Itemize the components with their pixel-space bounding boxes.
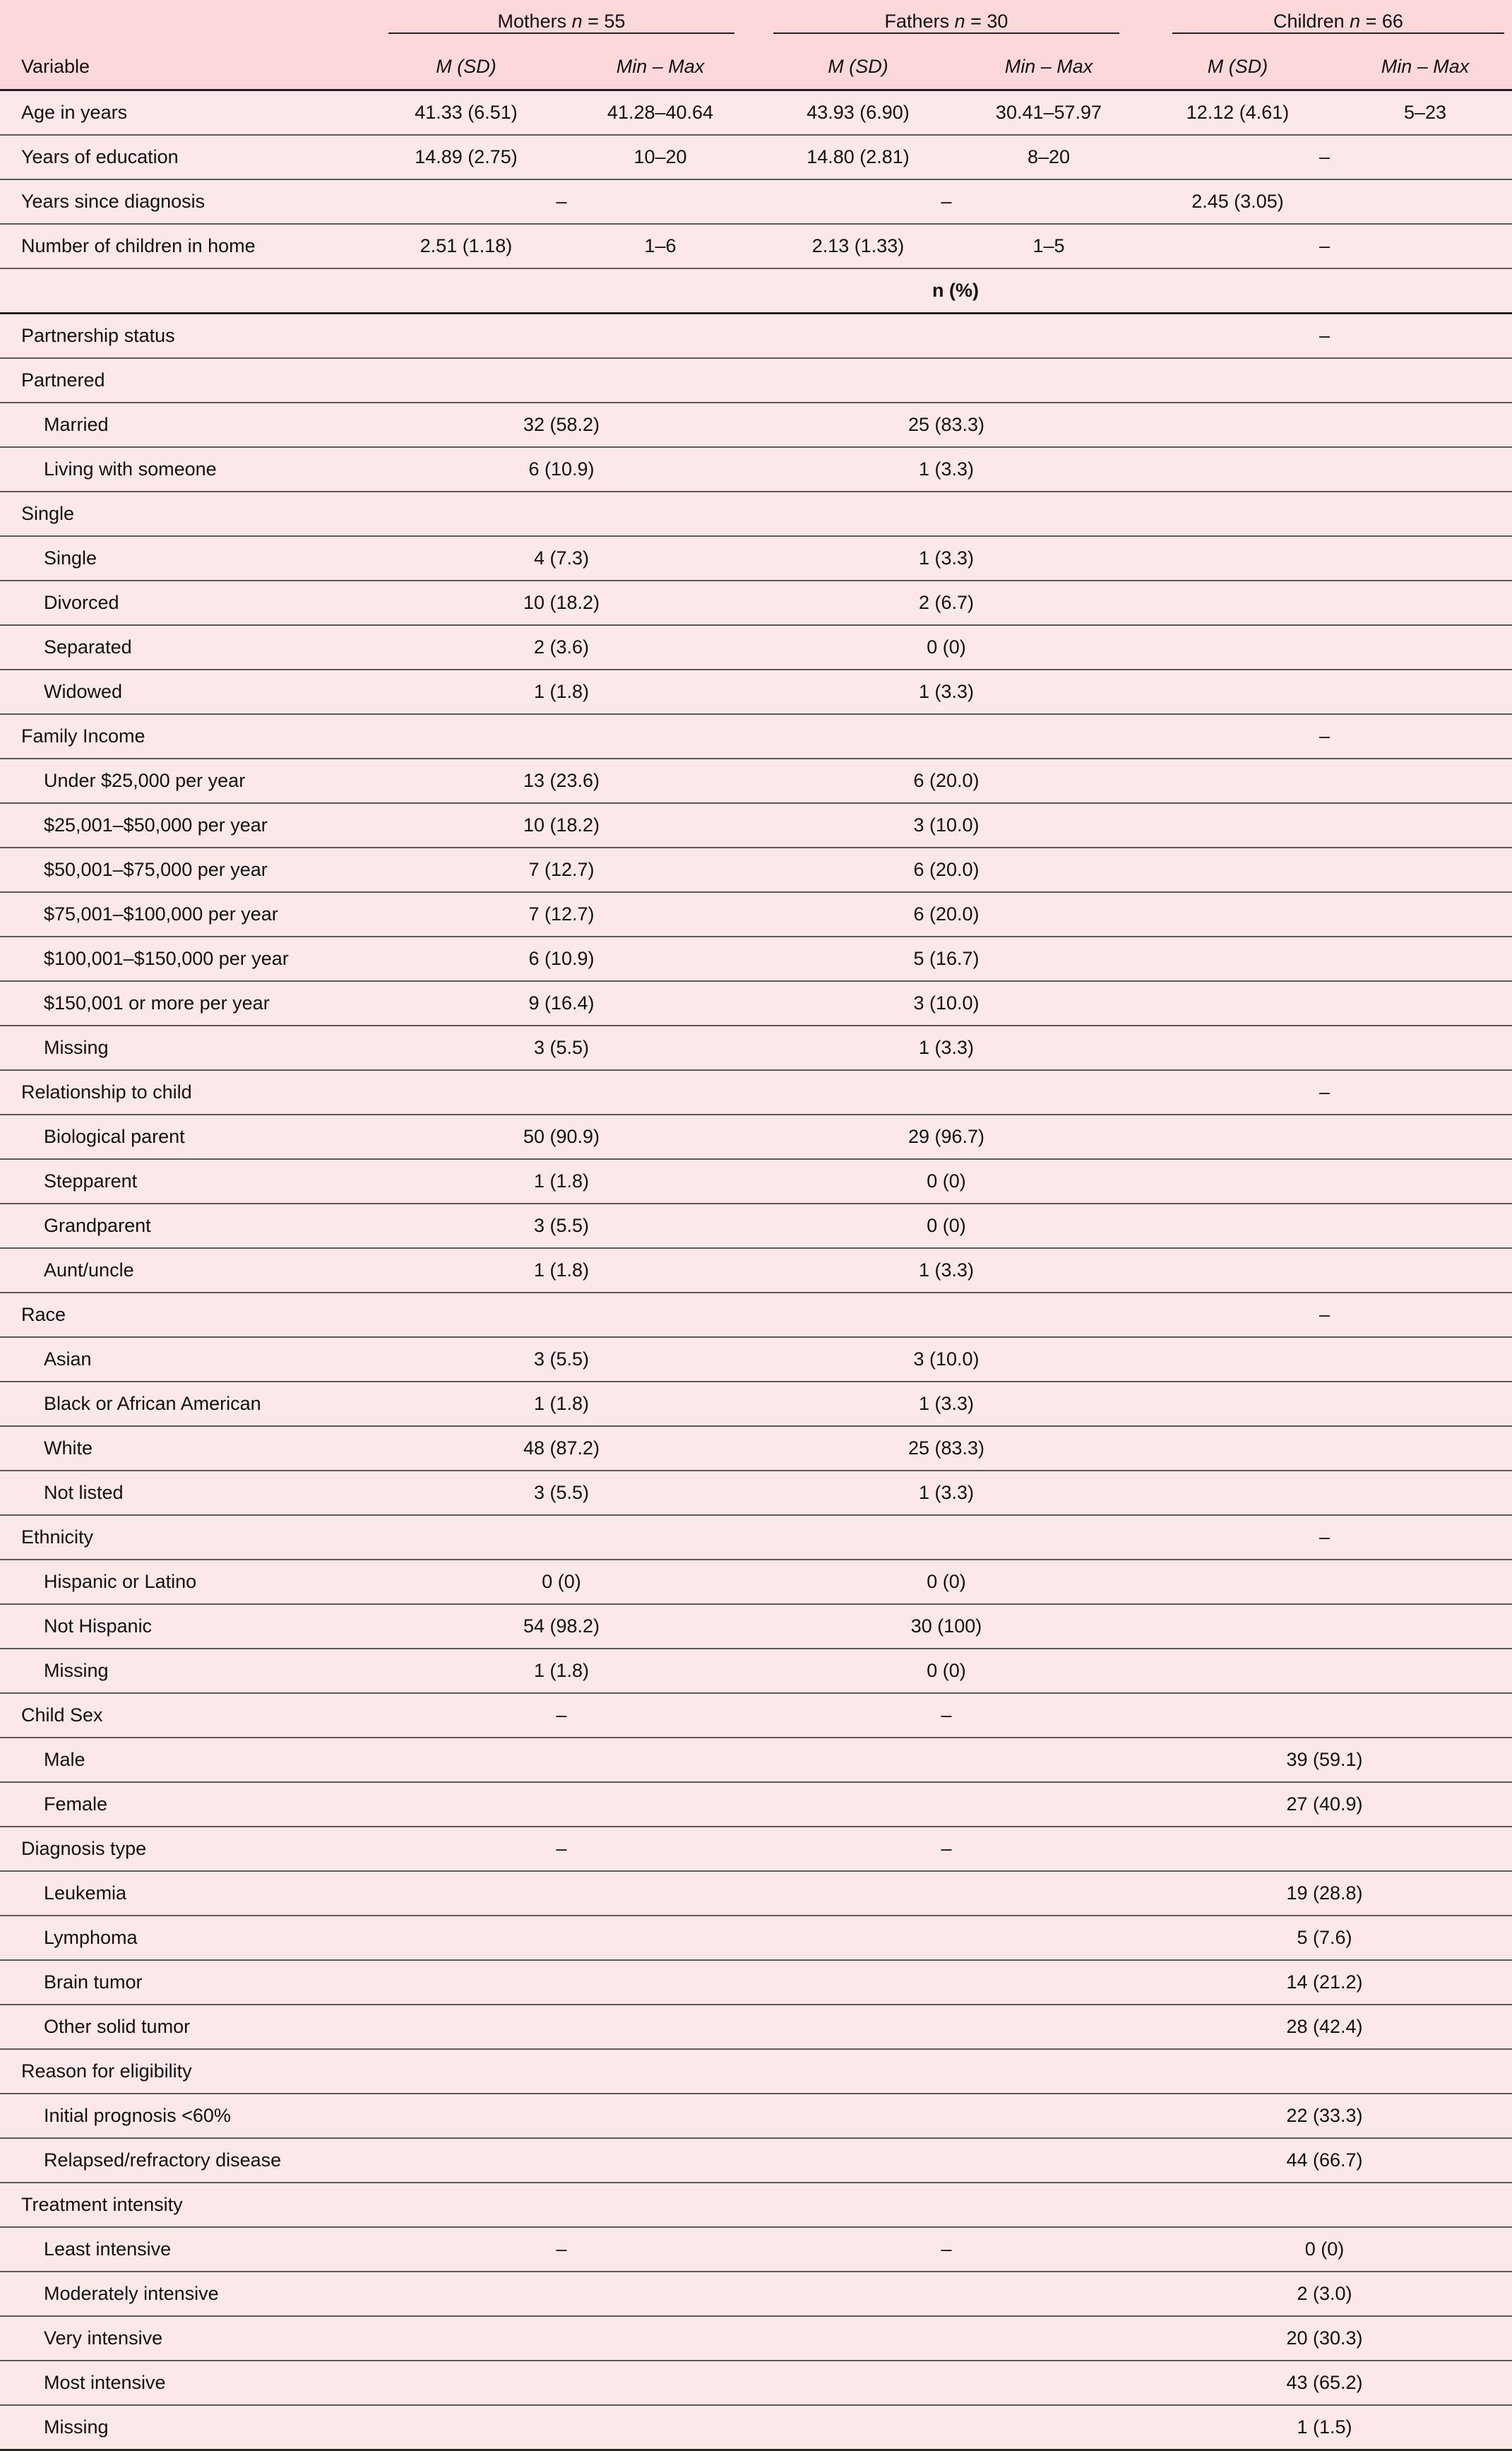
cell-mothers xyxy=(367,1916,756,1960)
cell-fathers xyxy=(756,2405,1137,2450)
cell-mothers xyxy=(367,1960,756,2005)
cell-children: 5 (7.6) xyxy=(1137,1916,1512,1960)
table-row xyxy=(0,2316,1512,2361)
row-sublabel: Leukemia xyxy=(0,1871,367,1916)
row-sublabel: Lymphoma xyxy=(0,1916,367,1960)
cell-children-dash: – xyxy=(1137,135,1512,179)
row-sublabel: Moderately intensive xyxy=(0,2272,367,2316)
row-sublabel: Female xyxy=(0,1782,367,1827)
cell-children xyxy=(1137,1382,1512,1426)
table-row xyxy=(0,1293,1512,1337)
cell-children: 22 (33.3) xyxy=(1137,2094,1512,2138)
cell-mothers: 6 (10.9) xyxy=(367,447,756,492)
categorical-rows xyxy=(0,314,1512,2450)
cell-fathers-minmax: 8–20 xyxy=(960,135,1137,179)
cell-children: 14 (21.2) xyxy=(1137,1960,1512,2005)
row-sublabel: Divorced xyxy=(0,581,367,625)
cell-children xyxy=(1137,803,1512,848)
cell-children xyxy=(1137,1115,1512,1159)
row-label: Years of education xyxy=(0,135,367,179)
cell-mothers xyxy=(367,1515,756,1560)
row-sublabel: Least intensive xyxy=(0,2227,367,2272)
table-row xyxy=(0,2094,1512,2138)
table-row xyxy=(0,2227,1512,2272)
table-row xyxy=(0,492,1512,536)
table-row xyxy=(0,1204,1512,1248)
table-row xyxy=(0,536,1512,581)
header-fathers: Fathers n = 30 xyxy=(756,0,1137,44)
row-label: Relationship to child xyxy=(0,1070,367,1115)
cell-mothers xyxy=(367,1738,756,1782)
cell-children xyxy=(1137,848,1512,892)
npct-header-row xyxy=(0,268,1512,314)
row-sublabel: Single xyxy=(0,536,367,581)
cell-children: 2 (3.0) xyxy=(1137,2272,1512,2316)
cell-mothers xyxy=(367,1070,756,1115)
table-row xyxy=(0,1871,1512,1916)
cell-fathers-minmax: 1–5 xyxy=(960,224,1137,268)
cell-children xyxy=(1137,1159,1512,1204)
cell-children xyxy=(1137,2183,1512,2227)
row-sublabel: Widowed xyxy=(0,670,367,714)
cell-children xyxy=(1137,1248,1512,1293)
row-sublabel: Initial prognosis <60% xyxy=(0,2094,367,2138)
table-row xyxy=(0,848,1512,892)
cell-children xyxy=(1137,358,1512,403)
cell-fathers-msd: 43.93 (6.90) xyxy=(756,90,960,136)
row-label: Single xyxy=(0,492,367,536)
cell-fathers: 25 (83.3) xyxy=(756,1426,1137,1471)
cell-fathers: 6 (20.0) xyxy=(756,848,1137,892)
cell-mothers: 9 (16.4) xyxy=(367,981,756,1026)
cell-children xyxy=(1137,492,1512,536)
cell-mothers xyxy=(367,2005,756,2049)
cell-mothers: 54 (98.2) xyxy=(367,1604,756,1649)
cell-children xyxy=(1137,1649,1512,1693)
cell-fathers xyxy=(756,492,1137,536)
header-variable: Variable xyxy=(0,44,367,90)
cell-mothers xyxy=(367,2138,756,2183)
cell-fathers-msd: 2.13 (1.33) xyxy=(756,224,960,268)
cell-fathers: 5 (16.7) xyxy=(756,937,1137,981)
cell-fathers-minmax: 30.41–57.97 xyxy=(960,90,1137,136)
row-sublabel: Aunt/uncle xyxy=(0,1248,367,1293)
cell-mothers: 2 (3.6) xyxy=(367,625,756,670)
table-row xyxy=(0,1693,1512,1738)
cell-mothers: 1 (1.8) xyxy=(367,1248,756,1293)
header-children-minmax: Min – Max xyxy=(1338,44,1512,90)
table-row xyxy=(0,1471,1512,1515)
header-mothers: Mothers n = 55 xyxy=(367,0,756,44)
cell-mothers xyxy=(367,1782,756,1827)
cell-children xyxy=(1137,447,1512,492)
cell-children xyxy=(1137,1604,1512,1649)
cell-children: 43 (65.2) xyxy=(1137,2361,1512,2405)
cell-fathers: 1 (3.3) xyxy=(756,1382,1137,1426)
cell-fathers: 29 (96.7) xyxy=(756,1115,1137,1159)
cell-fathers: 25 (83.3) xyxy=(756,403,1137,447)
cell-children xyxy=(1137,625,1512,670)
cell-mothers-msd: 2.51 (1.18) xyxy=(367,224,565,268)
cell-children xyxy=(1137,1471,1512,1515)
row-label: Family Income xyxy=(0,714,367,759)
cell-mothers: 3 (5.5) xyxy=(367,1471,756,1515)
cell-children: – xyxy=(1137,1515,1512,1560)
table-row xyxy=(0,2272,1512,2316)
cell-children xyxy=(1137,670,1512,714)
table-row xyxy=(0,1960,1512,2005)
cell-fathers xyxy=(756,2049,1137,2094)
cell-fathers: 0 (0) xyxy=(756,1204,1137,1248)
cell-fathers: – xyxy=(756,2227,1137,2272)
row-sublabel: Not listed xyxy=(0,1471,367,1515)
cell-mothers: 1 (1.8) xyxy=(367,1382,756,1426)
cell-mothers xyxy=(367,1871,756,1916)
table-row xyxy=(0,1649,1512,1693)
cell-children: – xyxy=(1137,1070,1512,1115)
header-children-msd: M (SD) xyxy=(1137,44,1338,90)
table-row xyxy=(0,2405,1512,2450)
header-row-groups xyxy=(0,0,1512,44)
cell-fathers: 0 (0) xyxy=(756,1649,1137,1693)
cell-mothers xyxy=(367,2183,756,2227)
table-row xyxy=(0,2138,1512,2183)
cell-fathers xyxy=(756,2183,1137,2227)
cell-mothers xyxy=(367,2272,756,2316)
cell-fathers: 1 (3.3) xyxy=(756,447,1137,492)
table-row xyxy=(0,179,1512,224)
cell-mothers-msd: 14.89 (2.75) xyxy=(367,135,565,179)
table-row xyxy=(0,1782,1512,1827)
cell-children xyxy=(1137,1204,1512,1248)
row-sublabel: Grandparent xyxy=(0,1204,367,1248)
cell-fathers: 0 (0) xyxy=(756,1159,1137,1204)
table-row xyxy=(0,1560,1512,1604)
row-sublabel: Very intensive xyxy=(0,2316,367,2361)
cell-children-msd: 2.45 (3.05) xyxy=(1137,179,1338,224)
table-row xyxy=(0,1426,1512,1471)
cell-children xyxy=(1137,536,1512,581)
header-fathers-msd: M (SD) xyxy=(756,44,960,90)
row-label: Age in years xyxy=(0,90,367,136)
cell-fathers xyxy=(756,1070,1137,1115)
cell-mothers: – xyxy=(367,2227,756,2272)
cell-mothers: 3 (5.5) xyxy=(367,1204,756,1248)
cell-fathers-dash: – xyxy=(756,179,1137,224)
cell-children: 44 (66.7) xyxy=(1137,2138,1512,2183)
cell-children-minmax: 5–23 xyxy=(1338,90,1512,136)
table-row xyxy=(0,892,1512,937)
row-sublabel: Missing xyxy=(0,1649,367,1693)
table-row xyxy=(0,1515,1512,1560)
cell-mothers: 0 (0) xyxy=(367,1560,756,1604)
cell-empty xyxy=(1338,179,1512,224)
cell-fathers xyxy=(756,2138,1137,2183)
cell-mothers-minmax: 1–6 xyxy=(565,224,756,268)
table-row xyxy=(0,1115,1512,1159)
header-mothers-msd: M (SD) xyxy=(367,44,565,90)
cell-fathers: 30 (100) xyxy=(756,1604,1137,1649)
cell-mothers xyxy=(367,492,756,536)
cell-fathers xyxy=(756,1960,1137,2005)
cell-children-msd: 12.12 (4.61) xyxy=(1137,90,1338,136)
table-row xyxy=(0,981,1512,1026)
row-sublabel: Not Hispanic xyxy=(0,1604,367,1649)
cell-fathers xyxy=(756,1916,1137,1960)
cell-children xyxy=(1137,1337,1512,1382)
table-row xyxy=(0,403,1512,447)
cell-mothers xyxy=(367,314,756,359)
row-sublabel: Asian xyxy=(0,1337,367,1382)
cell-fathers: 3 (10.0) xyxy=(756,1337,1137,1382)
cell-mothers: 1 (1.8) xyxy=(367,1159,756,1204)
cell-children: 39 (59.1) xyxy=(1137,1738,1512,1782)
table-row xyxy=(0,1827,1512,1871)
cell-fathers: 3 (10.0) xyxy=(756,803,1137,848)
cell-children xyxy=(1137,1827,1512,1871)
cell-fathers: – xyxy=(756,1693,1137,1738)
cell-children xyxy=(1137,1026,1512,1070)
cell-empty xyxy=(0,268,367,314)
cell-fathers: 1 (3.3) xyxy=(756,1248,1137,1293)
cell-children xyxy=(1137,759,1512,803)
cell-mothers: 6 (10.9) xyxy=(367,937,756,981)
row-sublabel: Stepparent xyxy=(0,1159,367,1204)
row-label: Race xyxy=(0,1293,367,1337)
cell-mothers xyxy=(367,2049,756,2094)
cell-children: – xyxy=(1137,1293,1512,1337)
cell-mothers: – xyxy=(367,1693,756,1738)
cell-children xyxy=(1137,1693,1512,1738)
cell-children: 19 (28.8) xyxy=(1137,1871,1512,1916)
header-fathers-minmax: Min – Max xyxy=(960,44,1137,90)
table-row xyxy=(0,2183,1512,2227)
table-row xyxy=(0,447,1512,492)
table-row xyxy=(0,135,1512,179)
cell-mothers: 1 (1.8) xyxy=(367,1649,756,1693)
table-row xyxy=(0,1738,1512,1782)
row-label: Number of children in home xyxy=(0,224,367,268)
cell-children: 1 (1.5) xyxy=(1137,2405,1512,2450)
cell-mothers: 7 (12.7) xyxy=(367,848,756,892)
table-row xyxy=(0,759,1512,803)
cell-fathers xyxy=(756,1782,1137,1827)
table-row xyxy=(0,581,1512,625)
npct-label: n (%) xyxy=(367,268,1512,314)
cell-fathers: – xyxy=(756,1827,1137,1871)
cell-children: – xyxy=(1137,314,1512,359)
table-row xyxy=(0,803,1512,848)
cell-children xyxy=(1137,581,1512,625)
cell-children xyxy=(1137,403,1512,447)
header-children: Children n = 66 xyxy=(1137,0,1512,44)
row-sublabel: Relapsed/refractory disease xyxy=(0,2138,367,2183)
row-label: Child Sex xyxy=(0,1693,367,1738)
cell-fathers xyxy=(756,714,1137,759)
cell-mothers xyxy=(367,2361,756,2405)
table-row xyxy=(0,937,1512,981)
cell-fathers xyxy=(756,2094,1137,2138)
table-row xyxy=(0,1604,1512,1649)
cell-children xyxy=(1137,1426,1512,1471)
cell-fathers: 1 (3.3) xyxy=(756,536,1137,581)
row-sublabel: Other solid tumor xyxy=(0,2005,367,2049)
cell-mothers xyxy=(367,2316,756,2361)
cell-fathers: 1 (3.3) xyxy=(756,1026,1137,1070)
header-mothers-minmax: Min – Max xyxy=(565,44,756,90)
cell-children-dash: – xyxy=(1137,224,1512,268)
table-row xyxy=(0,358,1512,403)
row-sublabel: $75,001–$100,000 per year xyxy=(0,892,367,937)
row-sublabel: Black or African American xyxy=(0,1382,367,1426)
cell-fathers: 3 (10.0) xyxy=(756,981,1137,1026)
table-row xyxy=(0,2361,1512,2405)
table-row xyxy=(0,670,1512,714)
cell-mothers: 32 (58.2) xyxy=(367,403,756,447)
cell-mothers: 1 (1.8) xyxy=(367,670,756,714)
cell-children: 20 (30.3) xyxy=(1137,2316,1512,2361)
cell-children xyxy=(1137,981,1512,1026)
row-sublabel: Most intensive xyxy=(0,2361,367,2405)
row-sublabel: Missing xyxy=(0,1026,367,1070)
row-sublabel: Separated xyxy=(0,625,367,670)
row-sublabel: Under $25,000 per year xyxy=(0,759,367,803)
table-row xyxy=(0,90,1512,136)
cell-fathers-msd: 14.80 (2.81) xyxy=(756,135,960,179)
cell-mothers: 50 (90.9) xyxy=(367,1115,756,1159)
row-label: Diagnosis type xyxy=(0,1827,367,1871)
table-row xyxy=(0,1248,1512,1293)
row-sublabel: Biological parent xyxy=(0,1115,367,1159)
row-sublabel: $50,001–$75,000 per year xyxy=(0,848,367,892)
cell-mothers: 48 (87.2) xyxy=(367,1426,756,1471)
table-row xyxy=(0,1026,1512,1070)
row-sublabel: Male xyxy=(0,1738,367,1782)
row-sublabel: Missing xyxy=(0,2405,367,2450)
cell-fathers: 1 (3.3) xyxy=(756,670,1137,714)
table-row xyxy=(0,1159,1512,1204)
cell-mothers: – xyxy=(367,1827,756,1871)
cell-children: 27 (40.9) xyxy=(1137,1782,1512,1827)
table-row xyxy=(0,1382,1512,1426)
table-row xyxy=(0,1337,1512,1382)
row-sublabel: Married xyxy=(0,403,367,447)
table-row xyxy=(0,224,1512,268)
cell-mothers: 4 (7.3) xyxy=(367,536,756,581)
row-sublabel: $25,001–$50,000 per year xyxy=(0,803,367,848)
table-row xyxy=(0,2005,1512,2049)
cell-fathers xyxy=(756,2316,1137,2361)
cell-fathers: 0 (0) xyxy=(756,625,1137,670)
row-label: Partnership status xyxy=(0,314,367,359)
cell-children xyxy=(1137,892,1512,937)
table-row xyxy=(0,2049,1512,2094)
row-sublabel: White xyxy=(0,1426,367,1471)
table-row xyxy=(0,714,1512,759)
row-label: Treatment intensity xyxy=(0,2183,367,2227)
cell-mothers xyxy=(367,1293,756,1337)
cell-fathers: 6 (20.0) xyxy=(756,892,1137,937)
row-sublabel: Hispanic or Latino xyxy=(0,1560,367,1604)
cell-fathers xyxy=(756,2005,1137,2049)
table-row xyxy=(0,314,1512,359)
cell-fathers xyxy=(756,314,1137,359)
cell-fathers xyxy=(756,1871,1137,1916)
cell-mothers: 3 (5.5) xyxy=(367,1337,756,1382)
table-row xyxy=(0,1070,1512,1115)
cell-fathers: 1 (3.3) xyxy=(756,1471,1137,1515)
cell-children: 0 (0) xyxy=(1137,2227,1512,2272)
row-label: Years since diagnosis xyxy=(0,179,367,224)
cell-mothers-msd: 41.33 (6.51) xyxy=(367,90,565,136)
row-label: Ethnicity xyxy=(0,1515,367,1560)
cell-children xyxy=(1137,937,1512,981)
cell-children: 28 (42.4) xyxy=(1137,2005,1512,2049)
cell-fathers xyxy=(756,1738,1137,1782)
cell-mothers xyxy=(367,2094,756,2138)
cell-fathers xyxy=(756,2361,1137,2405)
row-label: Partnered xyxy=(0,358,367,403)
cell-mothers: 13 (23.6) xyxy=(367,759,756,803)
table-row xyxy=(0,1916,1512,1960)
table-row xyxy=(0,625,1512,670)
header-blank xyxy=(0,0,367,44)
cell-fathers: 6 (20.0) xyxy=(756,759,1137,803)
row-sublabel: Living with someone xyxy=(0,447,367,492)
header-row-columns xyxy=(0,44,1512,90)
cell-mothers: 10 (18.2) xyxy=(367,803,756,848)
cell-mothers: 7 (12.7) xyxy=(367,892,756,937)
cell-fathers: 0 (0) xyxy=(756,1560,1137,1604)
cell-mothers-minmax: 41.28–40.64 xyxy=(565,90,756,136)
row-sublabel: $100,001–$150,000 per year xyxy=(0,937,367,981)
cell-mothers xyxy=(367,358,756,403)
cell-fathers xyxy=(756,358,1137,403)
cell-children: – xyxy=(1137,714,1512,759)
row-label: Reason for eligibility xyxy=(0,2049,367,2094)
cell-fathers xyxy=(756,2272,1137,2316)
cell-mothers-minmax: 10–20 xyxy=(565,135,756,179)
cell-children xyxy=(1137,1560,1512,1604)
cell-fathers xyxy=(756,1293,1137,1337)
cell-mothers: 3 (5.5) xyxy=(367,1026,756,1070)
cell-mothers-dash: – xyxy=(367,179,756,224)
cell-fathers xyxy=(756,1515,1137,1560)
cell-mothers: 10 (18.2) xyxy=(367,581,756,625)
cell-children xyxy=(1137,2049,1512,2094)
row-sublabel: Brain tumor xyxy=(0,1960,367,2005)
cell-mothers xyxy=(367,714,756,759)
cell-mothers xyxy=(367,2405,756,2450)
row-sublabel: $150,001 or more per year xyxy=(0,981,367,1026)
cell-fathers: 2 (6.7) xyxy=(756,581,1137,625)
